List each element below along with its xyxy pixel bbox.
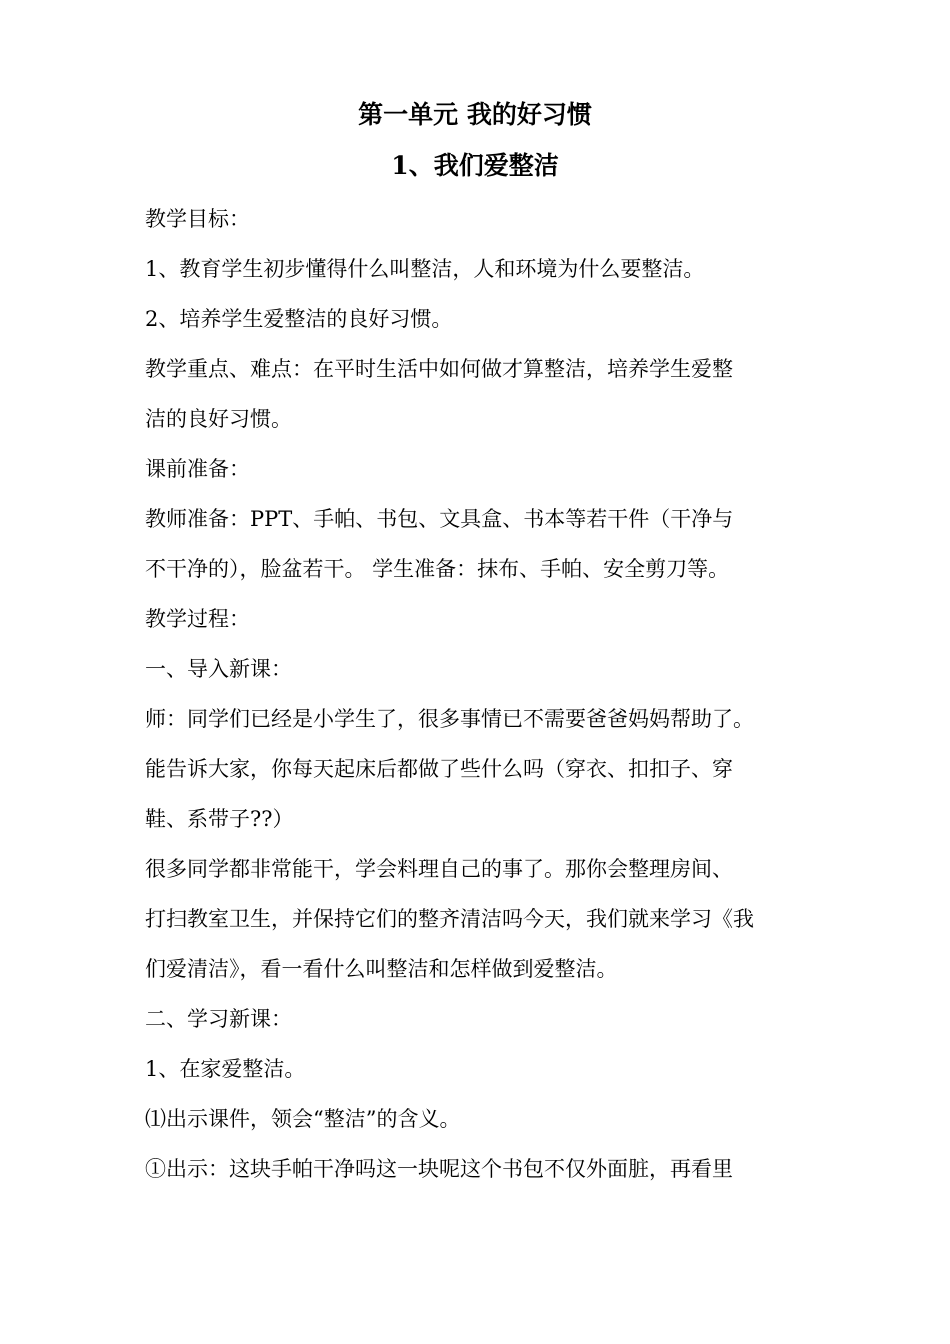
text-line: 打扫教室卫生，并保持它们的整齐清洁吗今天，我们就来学习《我 <box>145 907 754 931</box>
text-line: 不干净的），脸盆若干。 学生准备：抹布、手帕、安全剪刀等。 <box>145 557 730 581</box>
text-line: 一、导入新课： <box>145 657 292 681</box>
text-line: 教师准备：PPT、手帕、书包、文具盒、书本等若干件（干净与 <box>145 507 734 531</box>
text-line: 1、教育学生初步懂得什么叫整洁，人和环境为什么要整洁。 <box>145 257 705 281</box>
unit-title: 第一单元 我的好习惯 <box>358 100 592 129</box>
text-line: 师：同学们已经是小学生了，很多事情已不需要爸爸妈妈帮助了。 <box>145 707 754 731</box>
text-line: 教学目标： <box>145 207 250 231</box>
text-line: 鞋、系带子??） <box>145 807 294 831</box>
text-line: 1、在家爱整洁。 <box>145 1057 306 1081</box>
text-line: 能告诉大家，你每天起床后都做了些什么吗（穿衣、扣扣子、穿 <box>145 757 733 781</box>
text-line: 教学过程： <box>145 607 250 631</box>
text-line: 2、培养学生爱整洁的良好习惯。 <box>145 307 453 331</box>
text-line: 洁的良好习惯。 <box>145 407 292 431</box>
text-line: 很多同学都非常能干，学会料理自己的事了。那你会整理房间、 <box>145 857 733 881</box>
text-line: ⑴出示课件，领会“整洁”的含义。 <box>145 1107 461 1131</box>
document-body <box>145 202 825 1202</box>
lesson-title: 1、我们爱整洁 <box>391 151 559 180</box>
text-line: 课前准备： <box>145 457 250 481</box>
text-line: ①出示：这块手帕干净吗这一块呢这个书包不仅外面脏，再看里 <box>145 1157 733 1181</box>
text-line: 教学重点、难点：在平时生活中如何做才算整洁，培养学生爱整 <box>145 357 733 381</box>
text-line: 二、学习新课： <box>145 1007 292 1031</box>
text-line: 们爱清洁》，看一看什么叫整洁和怎样做到爱整洁。 <box>145 957 618 981</box>
